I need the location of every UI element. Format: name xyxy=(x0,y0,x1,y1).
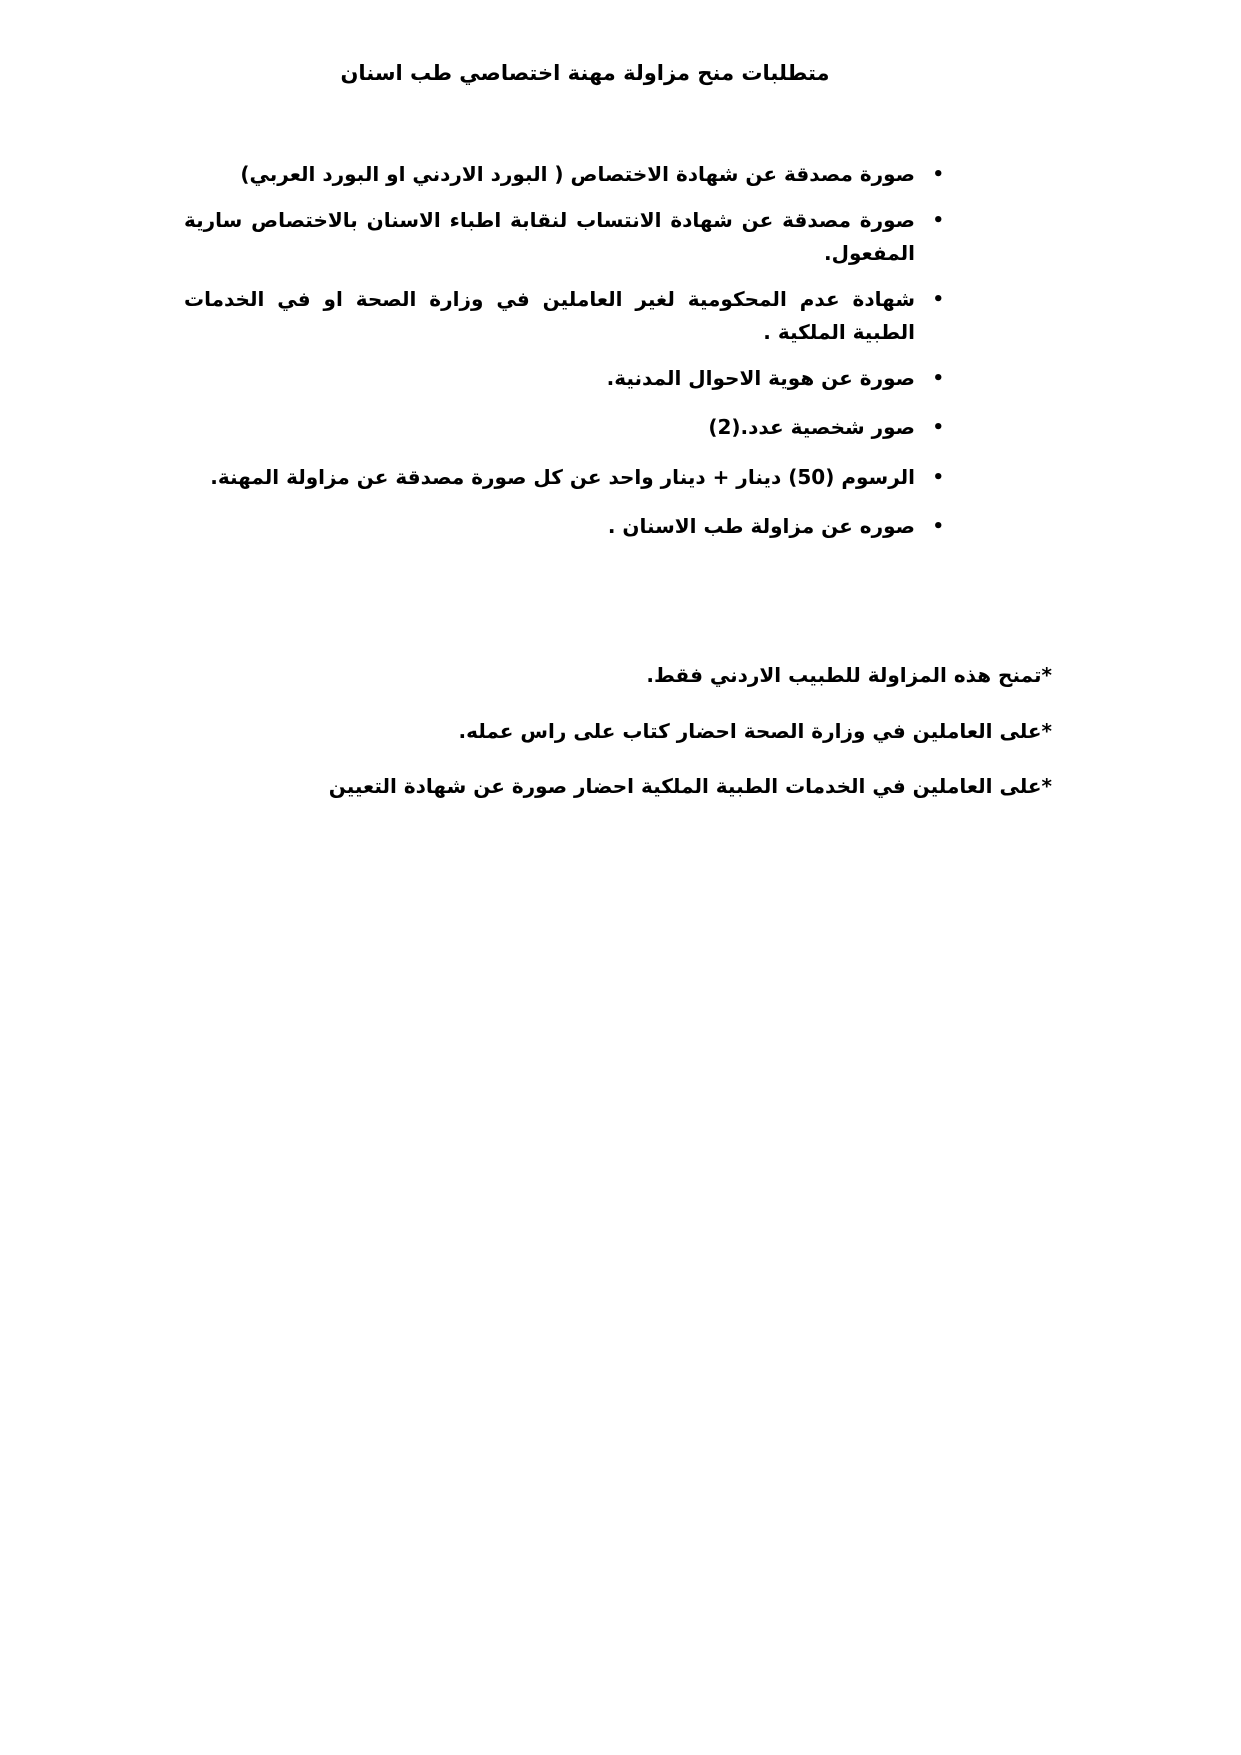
requirement-text: صور شخصية عدد.(2) xyxy=(708,415,915,439)
note-ministry-of-health: *على العاملين في وزارة الصحة احضار كتاب على راس عمله. xyxy=(458,719,1052,743)
requirement-item xyxy=(184,283,944,349)
note-jordanian-only: *تمنح هذه المزاولة للطبيب الاردني فقط. xyxy=(646,663,1052,687)
requirement-item xyxy=(184,204,944,270)
bullet-icon: • xyxy=(932,516,944,537)
bullet-icon: • xyxy=(932,210,944,231)
requirements-list xyxy=(184,158,944,543)
requirement-text: الرسوم (50) دينار + دينار واحد عن كل صورة مصدقة عن مزاولة المهنة. xyxy=(210,465,915,489)
requirement-item xyxy=(184,510,944,543)
document-title: متطلبات منح مزاولة مهنة اختصاصي طب اسنان xyxy=(340,61,830,85)
requirement-text: صورة عن هوية الاحوال المدنية. xyxy=(606,366,915,390)
bullet-icon: • xyxy=(932,289,944,310)
bullet-icon: • xyxy=(932,417,944,438)
requirement-item xyxy=(184,461,944,494)
bullet-icon: • xyxy=(932,164,944,185)
requirement-item xyxy=(184,158,944,191)
requirement-item xyxy=(184,362,944,395)
note-royal-medical-services: *على العاملين في الخدمات الطبية الملكية احضار صورة عن شهادة التعيين xyxy=(328,774,1052,798)
requirement-item xyxy=(184,411,944,444)
requirement-text: صوره عن مزاولة طب الاسنان . xyxy=(607,514,915,538)
requirement-text: شهادة عدم المحكومية لغير العاملين في وزارة الصحة او في الخدمات الطبية الملكية . xyxy=(184,287,915,344)
bullet-icon: • xyxy=(932,467,944,488)
requirement-text: صورة مصدقة عن شهادة الاختصاص ( البورد الاردني او البورد العربي) xyxy=(240,162,915,186)
bullet-icon: • xyxy=(932,368,944,389)
requirement-text: صورة مصدقة عن شهادة الانتساب لنقابة اطباء الاسنان بالاختصاص سارية المفعول. xyxy=(184,208,915,265)
